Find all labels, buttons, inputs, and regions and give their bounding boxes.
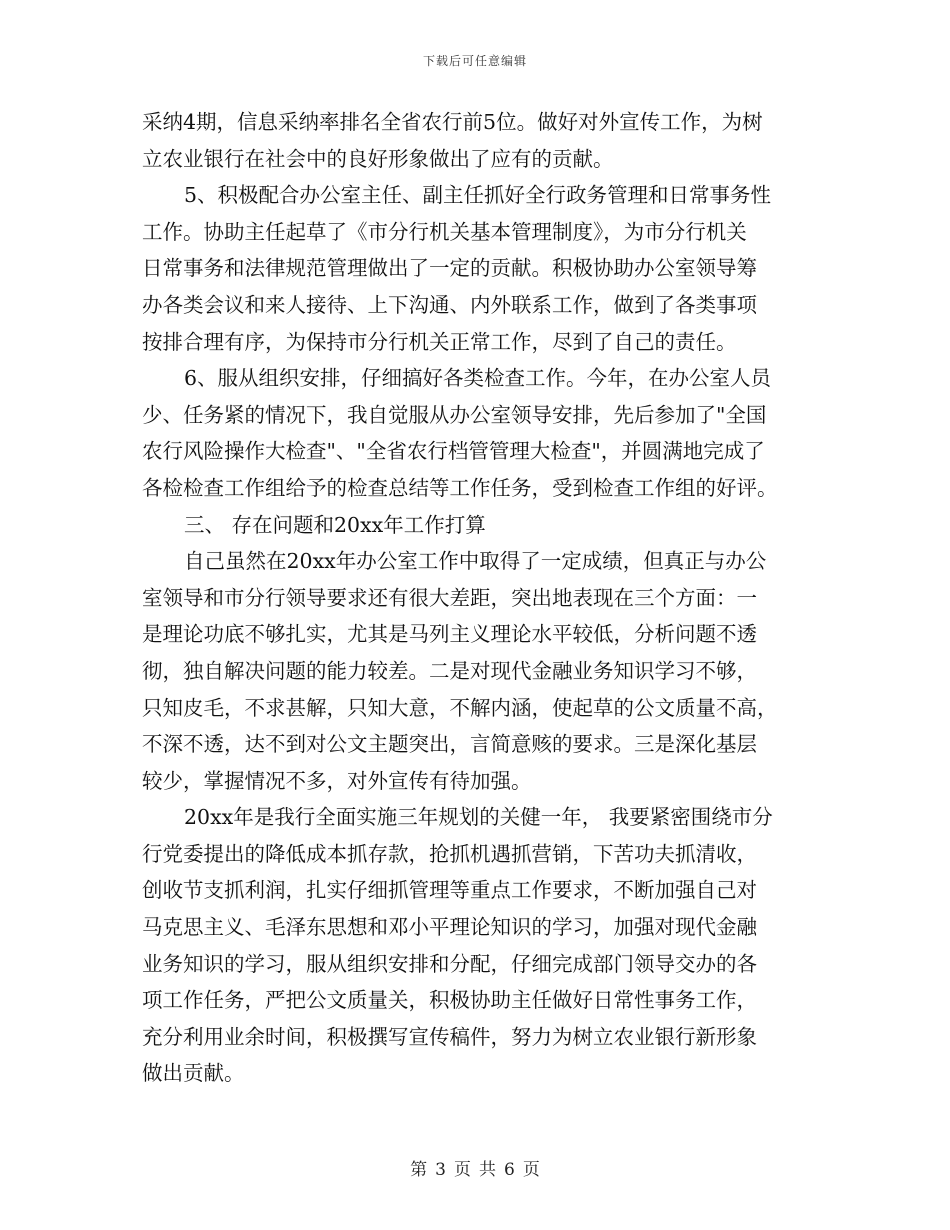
text-line: 少、任务紧的情况下，我自觉服从办公室领导安排，先后参加了"全国 [142, 402, 767, 427]
footer-ye: 页 [454, 1160, 471, 1180]
text-line: 采纳4期，信息采纳率排名全省农行前5位。做好对外宣传工作，为树 [142, 110, 763, 134]
text-line: 自己虽然在20xx年办公室工作中取得了一定成绩，但真正与办公 [184, 549, 767, 574]
text-line: 立农业银行在社会中的良好形象做出了应有的贡献。 [142, 146, 614, 171]
text-line: 办各类会议和来人接待、上下沟通、内外联系工作，做到了各类事项 [142, 292, 757, 317]
text-line: 只知皮毛，不求甚解，只知大意，不解内涵，使起草的公文质量不高， [142, 695, 778, 720]
text-line: 日常事务和法律规范管理做出了一定的贡献。积极协助办公室领导筹 [142, 256, 757, 281]
text-line: 工作。协助主任起草了《市分行机关基本管理制度》，为市分行机关 [142, 219, 747, 244]
section-heading: 三、 存在问题和20xx年工作打算 [184, 512, 486, 537]
text-line: 5、积极配合办公室主任、副主任抓好全行政务管理和日常事务性 [184, 183, 772, 208]
text-line: 室领导和市分行领导要求还有很大差距，突出地表现在三个方面：一 [142, 585, 757, 610]
text-line: 业务知识的学习，服从组织安排和分配，仔细完成部门领导交办的各 [142, 951, 757, 976]
text-line: 行党委提出的降低成本抓存款，抢抓机遇抓营销，下苦功夫抓清收， [142, 841, 757, 866]
text-line: 6、服从组织安排，仔细搞好各类检查工作。今年，在办公室人员 [184, 366, 772, 391]
text-line: 是理论功底不够扎实，尤其是马列主义理论水平较低，分析问题不透 [142, 622, 757, 647]
page-number: 3 [435, 1160, 446, 1180]
text-line: 各检检查工作组给予的检查总结等工作任务，受到检查工作组的好评。 [142, 475, 778, 500]
text-line: 按排合理有序，为保持市分行机关正常工作，尽到了自己的责任。 [142, 329, 737, 354]
text-line: 不深不透，达不到对公文主题突出，言简意赅的要求。三是深化基层 [142, 732, 757, 757]
page-header: 下载后可任意编辑 [422, 54, 527, 68]
text-line: 农行风险操作大检查"、"全省农行档管管理大检查"，并圆满地完成了 [142, 439, 765, 464]
footer-ye-total: 页 [522, 1160, 540, 1180]
total-pages: 6 [504, 1160, 515, 1180]
text-line: 充分利用业余时间，积极撰写宣传稿件，努力为树立农业银行新形象 [142, 1024, 757, 1049]
text-line: 较少，掌握情况不多，对外宣传有待加强。 [142, 768, 532, 793]
footer-gong: 共 [479, 1160, 496, 1180]
document-body [142, 104, 814, 1092]
text-line: 马克思主义、毛泽东思想和邓小平理论知识的学习，加强对现代金融 [142, 915, 757, 940]
text-line: 项工作任务，严把公文质量关，积极协助主任做好日常性事务工作， [142, 988, 757, 1013]
footer-di: 第 [410, 1160, 428, 1180]
text-line: 做出贡献。 [142, 1061, 245, 1086]
text-line: 创收节支抓利润，扎实仔细抓管理等重点工作要求，不断加强自己对 [142, 878, 757, 903]
text-line: 20xx年是我行全面实施三年规划的关健一年， 我要紧密围绕市分 [184, 805, 773, 830]
text-line: 彻，独自解决问题的能力较差。二是对现代金融业务知识学习不够， [142, 658, 757, 683]
page-footer [0, 1155, 950, 1180]
